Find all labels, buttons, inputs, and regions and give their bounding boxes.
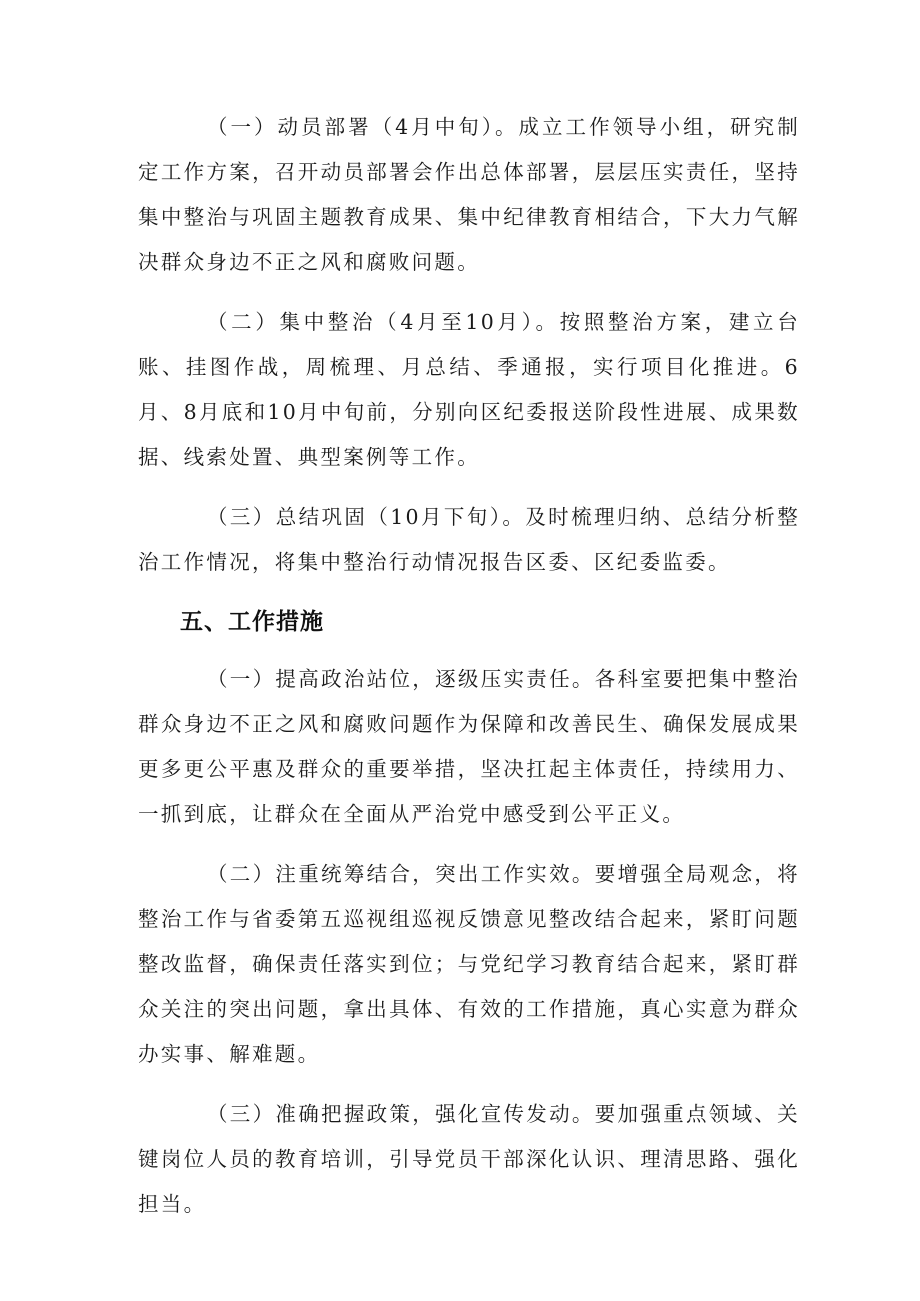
document-body <box>138 105 800 1242</box>
paragraph-rectification: （二）集中整治（4月至10月）。按照整治方案，建立台账、挂图作战，周梳理、月总结、季通报，实行项目化推进。6月、8月底和10月中旬前，分别向区纪委报送阶段性进展、成果数据、线索处置、典型案例等工作。 <box>138 310 800 469</box>
paragraph-measure-3: （三）准确把握政策，强化宣传发动。要加强重点领域、关键岗位人员的教育培训，引导党员干部深化认识、理清思路、强化担当。 <box>138 1102 800 1216</box>
paragraph-mobilization: （一）动员部署（4月中旬）。成立工作领导小组，研究制定工作方案，召开动员部署会作出总体部署，层层压实责任，坚持集中整治与巩固主题教育成果、集中纪律教育相结合，下大力气解决群众身边不正之风和腐败问题。 <box>138 115 800 274</box>
paragraph-measure-1: （一）提高政治站位，逐级压实责任。各科室要把集中整治群众身边不正之风和腐败问题作为保障和改善民生、确保发展成果更多更公平惠及群众的重要举措，坚决扛起主体责任，持续用力、一抓到底，让群众在全面从严治党中感受到公平正义。 <box>138 667 800 826</box>
section-heading: 五、工作措施 <box>180 609 324 635</box>
paragraph-measure-2: （二）注重统筹结合，突出工作实效。要增强全局观念，将整治工作与省委第五巡视组巡视反馈意见整改结合起来，紧盯问题整改监督，确保责任落实到位；与党纪学习教育结合起来，紧盯群众关注的突出问题，拿出具体、有效的工作措施，真心实意为群众办实事、解难题。 <box>138 862 800 1066</box>
paragraph-consolidation: （三）总结巩固（10月下旬）。及时梳理归纳、总结分析整治工作情况，将集中整治行动情况报告区委、区纪委监委。 <box>138 505 800 574</box>
